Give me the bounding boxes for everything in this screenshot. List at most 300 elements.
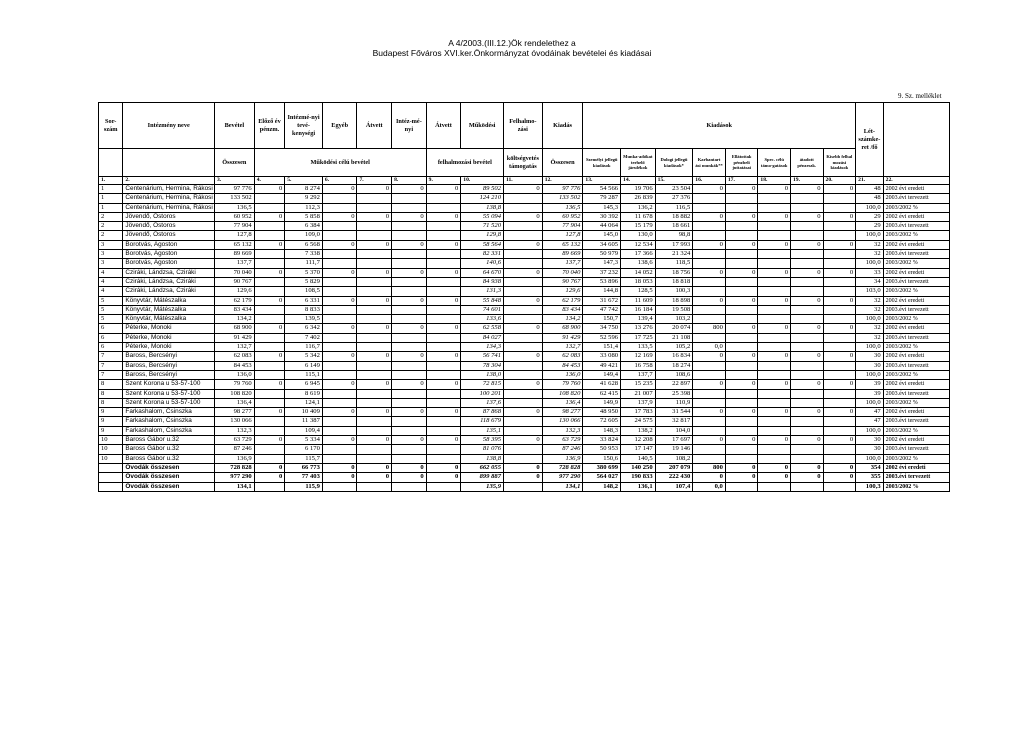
table-cell: 112,3 <box>285 203 323 212</box>
col-bevetel: Bevétel <box>215 103 255 149</box>
column-number: 19. <box>790 177 823 185</box>
table-cell: 18 053 <box>621 277 656 286</box>
column-number: 6. <box>322 177 357 185</box>
annex-label: 9. Sz. melléklet <box>898 92 942 100</box>
table-cell: 0 <box>357 296 392 305</box>
table-cell: 0 <box>693 240 726 249</box>
row-comment-cell: 2002 évi eredeti <box>883 352 949 361</box>
table-cell <box>254 454 285 463</box>
table-cell: 800 <box>693 324 726 333</box>
row-comment-cell: 2002 évi eredeti <box>883 408 949 417</box>
col-atadott: átadott pénzeszk. <box>790 149 823 177</box>
table-cell: 0 <box>392 473 427 482</box>
table-cell: 12 534 <box>621 240 656 249</box>
table-cell: 11 387 <box>285 417 323 426</box>
table-cell <box>426 194 461 203</box>
table-cell: 0 <box>758 408 791 417</box>
table-cell: 63 729 <box>215 436 255 445</box>
table-cell <box>254 333 285 342</box>
table-cell <box>322 259 357 268</box>
table-cell: 0 <box>426 463 461 472</box>
table-cell: 150,6 <box>583 454 621 463</box>
table-cell: 79 287 <box>583 194 621 203</box>
table-row <box>99 361 950 370</box>
table-cell: 134,2 <box>215 315 255 324</box>
table-cell: 138,0 <box>461 370 504 379</box>
table-cell: 89 669 <box>542 250 583 259</box>
table-cell: 0 <box>504 240 543 249</box>
table-cell: 18 756 <box>655 268 693 277</box>
table-cell <box>254 277 285 286</box>
table-cell: 103,0 <box>856 287 883 296</box>
row-comment-cell: 2003.évi tervezett <box>883 445 949 454</box>
table-cell: 16 184 <box>621 305 656 314</box>
table-row <box>99 277 950 286</box>
table-row <box>99 203 950 212</box>
table-cell: 0 <box>758 352 791 361</box>
table-cell <box>823 305 856 314</box>
table-cell: 32 <box>856 296 883 305</box>
table-cell <box>823 361 856 370</box>
table-cell <box>357 194 392 203</box>
table-cell <box>693 426 726 435</box>
table-cell <box>725 417 758 426</box>
table-cell <box>392 277 427 286</box>
table-cell <box>504 389 543 398</box>
table-cell <box>504 445 543 454</box>
table-cell: 105,2 <box>655 343 693 352</box>
table-cell: 0 <box>254 268 285 277</box>
table-cell: 138,6 <box>621 259 656 268</box>
table-cell: 2 <box>99 231 123 240</box>
table-cell <box>392 259 427 268</box>
table-cell: 0 <box>504 324 543 333</box>
table-cell <box>504 370 543 379</box>
table-row <box>99 240 950 249</box>
col-dologi: Dologi jellegű kiadások* <box>655 149 693 177</box>
table-cell: 14 052 <box>621 268 656 277</box>
table-cell <box>392 343 427 352</box>
table-cell: 0 <box>725 352 758 361</box>
table-cell <box>504 287 543 296</box>
table-cell <box>322 222 357 231</box>
col-atvett-2: Átvett <box>426 103 461 149</box>
table-cell <box>392 287 427 296</box>
table-cell: 136,4 <box>215 398 255 407</box>
institution-name-cell: Baross, Bercsényi <box>123 361 215 370</box>
table-cell <box>823 333 856 342</box>
table-cell: 145,3 <box>583 203 621 212</box>
table-cell: 0 <box>823 352 856 361</box>
col-intezmeny-neve: Intézmény neve <box>123 103 215 149</box>
col-egyeb: Egyéb <box>322 103 357 149</box>
table-cell <box>254 259 285 268</box>
table-cell <box>693 222 726 231</box>
table-cell <box>357 343 392 352</box>
table-cell: 116,5 <box>655 203 693 212</box>
table-cell: 58 395 <box>461 436 504 445</box>
table-cell <box>725 305 758 314</box>
table-cell: 0 <box>725 240 758 249</box>
table-cell: 48 <box>856 194 883 203</box>
table-cell <box>693 259 726 268</box>
table-cell: 100,0 <box>856 454 883 463</box>
table-cell <box>725 315 758 324</box>
table-cell: 2 <box>99 222 123 231</box>
table-cell <box>99 482 123 491</box>
table-cell <box>392 315 427 324</box>
table-cell: 0 <box>357 324 392 333</box>
table-cell <box>823 445 856 454</box>
table-cell <box>426 398 461 407</box>
column-number: 3. <box>215 177 255 185</box>
table-cell: 0 <box>725 408 758 417</box>
institution-name-cell: Péterke, Monoki <box>123 333 215 342</box>
table-cell: 0 <box>357 380 392 389</box>
table-cell: 0 <box>790 268 823 277</box>
table-cell: 135,1 <box>461 426 504 435</box>
table-cell: 5 858 <box>285 212 323 221</box>
table-cell <box>392 454 427 463</box>
table-cell: 0 <box>392 463 427 472</box>
table-cell: 13 276 <box>621 324 656 333</box>
table-cell: 130,0 <box>621 231 656 240</box>
table-cell: 97 776 <box>215 185 255 194</box>
column-number: 8. <box>392 177 427 185</box>
table-cell: 6 331 <box>285 296 323 305</box>
table-cell: 60 952 <box>215 212 255 221</box>
table-cell <box>693 315 726 324</box>
table-cell: 0 <box>823 380 856 389</box>
table-cell: 115,1 <box>285 370 323 379</box>
table-cell: 100,0 <box>856 426 883 435</box>
table-cell <box>392 231 427 240</box>
table-cell <box>790 287 823 296</box>
table-row <box>99 370 950 379</box>
table-cell: 5 <box>99 315 123 324</box>
table-cell: 33 824 <box>583 436 621 445</box>
table-cell: 127,8 <box>542 231 583 240</box>
table-cell: 108,6 <box>655 370 693 379</box>
table-cell <box>322 417 357 426</box>
table-cell: 55 848 <box>461 296 504 305</box>
table-cell: 79 760 <box>215 380 255 389</box>
table-cell: 0 <box>322 324 357 333</box>
table-cell: 0 <box>254 436 285 445</box>
table-cell: 0 <box>426 473 461 482</box>
row-comment-cell: 2002 évi eredeti <box>883 436 949 445</box>
row-comment-cell: 2002 évi eredeti <box>883 463 949 472</box>
table-cell: 0 <box>693 212 726 221</box>
table-cell <box>504 398 543 407</box>
table-cell <box>426 343 461 352</box>
table-cell: 30 <box>856 352 883 361</box>
table-cell: 207 079 <box>655 463 693 472</box>
table-cell: 34 605 <box>583 240 621 249</box>
table-cell <box>758 315 791 324</box>
institution-name-cell: Centenárium, Hermina, Rákosi <box>123 185 215 194</box>
table-cell <box>357 417 392 426</box>
table-cell: 0 <box>357 473 392 482</box>
table-cell <box>790 222 823 231</box>
column-number: 16. <box>693 177 726 185</box>
table-cell: 0 <box>758 324 791 333</box>
table-cell: 136,5 <box>215 203 255 212</box>
table-cell: 100,0 <box>856 398 883 407</box>
table-cell: 10 <box>99 436 123 445</box>
table-cell <box>758 250 791 259</box>
table-cell: 108 820 <box>215 389 255 398</box>
table-cell: 50 979 <box>583 250 621 259</box>
table-cell <box>322 389 357 398</box>
table-row <box>99 250 950 259</box>
table-cell: 7 <box>99 352 123 361</box>
col-kisebb: Kisebb felhal mozási kiadások <box>823 149 856 177</box>
table-cell <box>790 333 823 342</box>
column-number: 22. <box>883 177 949 185</box>
table-cell: 16 834 <box>655 352 693 361</box>
table-cell <box>758 398 791 407</box>
table-cell: 137,7 <box>621 370 656 379</box>
table-cell <box>758 389 791 398</box>
table-cell <box>823 231 856 240</box>
table-cell: 8 <box>99 398 123 407</box>
table-cell: 91 429 <box>215 333 255 342</box>
table-cell: 6 945 <box>285 380 323 389</box>
table-cell: 136,9 <box>542 454 583 463</box>
table-cell: 60 952 <box>542 212 583 221</box>
table-cell: 0 <box>790 463 823 472</box>
table-cell: 0 <box>357 268 392 277</box>
table-cell: 83 434 <box>542 305 583 314</box>
table-cell: 55 094 <box>461 212 504 221</box>
table-row <box>99 305 950 314</box>
table-cell: 0 <box>790 352 823 361</box>
table-cell: 136,5 <box>542 203 583 212</box>
table-cell: 17 993 <box>655 240 693 249</box>
table-cell: 64 670 <box>461 268 504 277</box>
table-cell: 0 <box>322 296 357 305</box>
row-comment-cell: 2003/2002 % <box>883 482 949 491</box>
table-row <box>99 333 950 342</box>
institution-name-cell: Baross, Bercsényi <box>123 370 215 379</box>
table-cell <box>823 454 856 463</box>
table-cell: 0 <box>426 212 461 221</box>
table-cell: 84 453 <box>215 361 255 370</box>
table-cell: 564 027 <box>583 473 621 482</box>
table-cell: 6 568 <box>285 240 323 249</box>
document-title-line2: Budapest Főváros XVI.ker.Önkormányzat óvodáinak bevételei és kiadásai <box>372 48 652 58</box>
table-cell <box>254 222 285 231</box>
table-cell: 0 <box>426 408 461 417</box>
row-comment-cell: 2003.évi tervezett <box>883 389 949 398</box>
table-cell: 800 <box>693 463 726 472</box>
table-cell: 0 <box>254 296 285 305</box>
table-cell: 32 <box>856 240 883 249</box>
table-cell <box>322 343 357 352</box>
table-cell: 0 <box>357 185 392 194</box>
table-cell: 144,8 <box>583 287 621 296</box>
table-cell: 9 <box>99 417 123 426</box>
table-cell <box>693 389 726 398</box>
table-cell: 77 403 <box>285 473 323 482</box>
table-cell: 135,9 <box>461 482 504 491</box>
col-letszam: Lét-számke-ret /fő <box>856 103 883 177</box>
table-cell <box>693 203 726 212</box>
table-cell: 136,0 <box>215 370 255 379</box>
table-cell <box>392 222 427 231</box>
table-cell: 0 <box>693 185 726 194</box>
col-osszesen: Összesen <box>215 149 255 177</box>
table-cell <box>357 231 392 240</box>
table-cell: 7 338 <box>285 250 323 259</box>
table-cell: 7 402 <box>285 333 323 342</box>
table-cell: 1 <box>99 185 123 194</box>
table-cell: 78 304 <box>461 361 504 370</box>
table-cell: 3 <box>99 259 123 268</box>
table-cell: 6 149 <box>285 361 323 370</box>
table-cell: 97 776 <box>542 185 583 194</box>
table-cell: 0 <box>725 380 758 389</box>
table-cell <box>426 259 461 268</box>
column-number: 15. <box>655 177 693 185</box>
table-cell: 21 324 <box>655 250 693 259</box>
col-atvett-1: Átvett <box>357 103 392 149</box>
table-cell: 103,2 <box>655 315 693 324</box>
table-cell: 0 <box>725 463 758 472</box>
table-cell: 5 <box>99 296 123 305</box>
table-cell: 0 <box>790 296 823 305</box>
row-comment-cell: 2003/2002 % <box>883 454 949 463</box>
institution-name-cell: Szent Korona u 53-57-100 <box>123 389 215 398</box>
table-cell <box>254 343 285 352</box>
table-cell: 977 290 <box>215 473 255 482</box>
table-cell <box>357 259 392 268</box>
table-cell: 0 <box>357 463 392 472</box>
institution-name-cell: Farkashalom, Csinszka <box>123 417 215 426</box>
table-cell <box>790 454 823 463</box>
table-cell: 132,3 <box>542 426 583 435</box>
table-cell <box>357 287 392 296</box>
table-cell: 149,9 <box>583 398 621 407</box>
table-cell: 62 558 <box>461 324 504 333</box>
table-cell <box>823 194 856 203</box>
institution-name-cell: Könyvtár, Mátészalka <box>123 305 215 314</box>
table-cell <box>725 333 758 342</box>
table-cell: 70 040 <box>542 268 583 277</box>
table-cell: 6 <box>99 333 123 342</box>
table-cell <box>823 389 856 398</box>
table-cell <box>392 398 427 407</box>
table-cell <box>823 277 856 286</box>
table-cell: 124 210 <box>461 194 504 203</box>
row-comment-cell: 2002 évi eredeti <box>883 212 949 221</box>
table-cell: 87 246 <box>215 445 255 454</box>
table-cell: 0 <box>322 240 357 249</box>
table-cell <box>254 482 285 491</box>
table-cell <box>357 361 392 370</box>
table-cell: 47 <box>856 408 883 417</box>
table-cell: 17 366 <box>621 250 656 259</box>
table-cell <box>790 389 823 398</box>
table-cell <box>725 222 758 231</box>
table-cell <box>758 305 791 314</box>
table-cell <box>693 277 726 286</box>
table-cell: 17 147 <box>621 445 656 454</box>
table-cell: 0 <box>823 473 856 482</box>
table-cell <box>426 250 461 259</box>
table-cell: 77 904 <box>215 222 255 231</box>
table-cell <box>693 333 726 342</box>
table-cell <box>725 389 758 398</box>
table-cell <box>504 222 543 231</box>
table-cell: 130 066 <box>542 417 583 426</box>
table-cell: 149,4 <box>583 370 621 379</box>
col-osszesen-2: Összesen <box>542 149 583 177</box>
table-cell: 108,5 <box>285 287 323 296</box>
table-cell: 108 820 <box>542 389 583 398</box>
table-cell <box>392 305 427 314</box>
table-cell: 9 292 <box>285 194 323 203</box>
table-cell: 133 502 <box>215 194 255 203</box>
table-cell <box>823 343 856 352</box>
table-cell: 6 <box>99 324 123 333</box>
table-cell: 65 132 <box>215 240 255 249</box>
row-comment-cell: 2003.évi tervezett <box>883 305 949 314</box>
table-cell: 30 392 <box>583 212 621 221</box>
table-cell <box>725 287 758 296</box>
table-cell: 100,0 <box>856 315 883 324</box>
col-koltsegvetes-tamogatas: költségvetés támogatás <box>504 149 543 177</box>
table-cell: 0 <box>823 463 856 472</box>
table-cell: 84 027 <box>461 333 504 342</box>
table-cell: 10 <box>99 445 123 454</box>
table-cell: 129,6 <box>542 287 583 296</box>
table-cell: 0 <box>504 212 543 221</box>
table-cell <box>725 259 758 268</box>
table-cell: 31 544 <box>655 408 693 417</box>
table-cell: 0 <box>322 380 357 389</box>
table-cell <box>426 315 461 324</box>
table-cell <box>322 370 357 379</box>
table-row <box>99 445 950 454</box>
institution-name-cell: Jövendő, Ostoros <box>123 212 215 221</box>
table-cell <box>426 287 461 296</box>
table-cell <box>758 370 791 379</box>
table-cell: 0 <box>322 268 357 277</box>
table-cell: 0 <box>426 268 461 277</box>
table-cell: 222 430 <box>655 473 693 482</box>
institution-name-cell: Cziráki, Lándzsa, Cziráki <box>123 277 215 286</box>
table-cell: 140,6 <box>461 259 504 268</box>
table-cell <box>758 445 791 454</box>
table-cell <box>357 277 392 286</box>
table-cell <box>725 231 758 240</box>
table-cell: 0 <box>254 185 285 194</box>
row-comment-cell: 2003.évi tervezett <box>883 250 949 259</box>
table-cell: 19 146 <box>655 445 693 454</box>
table-cell: 33 080 <box>583 352 621 361</box>
table-cell: 0 <box>426 240 461 249</box>
table-cell: 0 <box>790 436 823 445</box>
document-title-line1: A 4/2003.(III.12.)Ök rendelethez a <box>448 38 576 48</box>
table-cell: 134,2 <box>542 315 583 324</box>
table-cell: 8 833 <box>285 305 323 314</box>
table-cell: 25 398 <box>655 389 693 398</box>
table-cell <box>504 454 543 463</box>
table-cell <box>357 315 392 324</box>
table-cell: 115,9 <box>285 482 323 491</box>
